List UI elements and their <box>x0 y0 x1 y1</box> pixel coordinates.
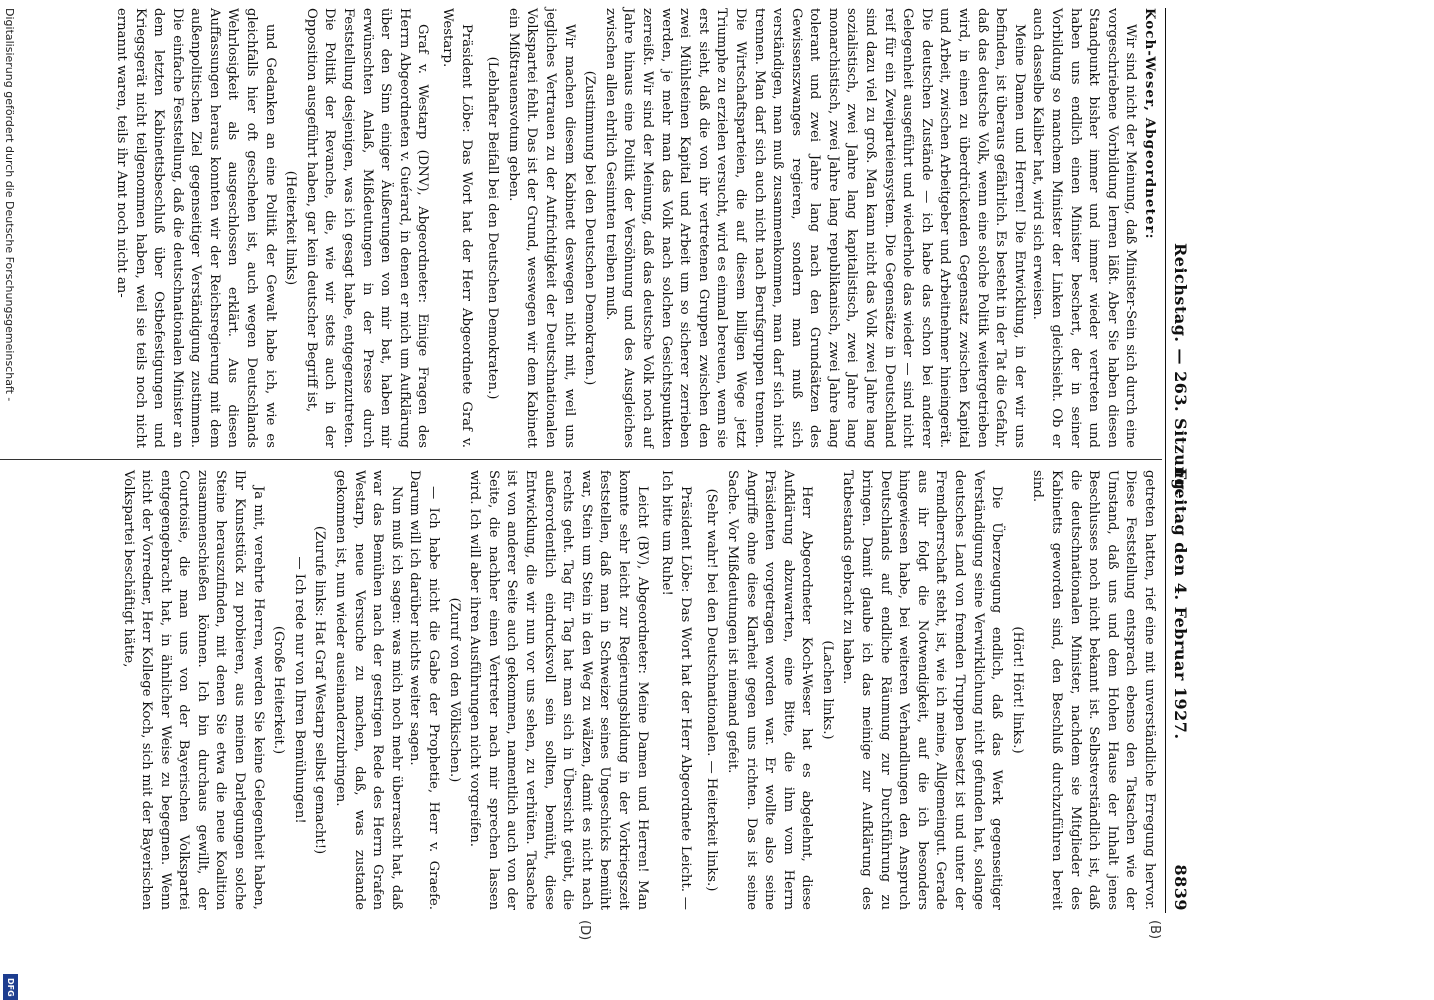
speech-westarp: Graf v. Westarp (DNV), Abgeordneter: Einige Fragen des Herrn Abgeordneten v. Guérard, in denen er mich um Aufklärung über den Sinn einiger Äußerungen von mir bat, haben mir erwünschten Anlaß, Mißdeutungen in der Presse durch Feststellung desjenigen, was ich gesagt habe, entgegenzutreten. Die Politik der Revanche, die, wie wir stets auch in der Opposition ausgeführt haben, gar kein deutscher Begriff ist, <box>303 8 431 448</box>
paragraph: und Gedanken an eine Politik der Gewalt habe ich, wie es gleichfalls hier oft geschehen ist, auch wegen Deutschlands Wehrlosigkeit als ausgeschlossen erklärt. Aus diesen Auffassungen heraus konnten wir der Reichsregierung mit dem außenpolitischen Ziel gegenseitiger Verständigung zustimmen. Die einfache Feststellung, daß die deutschnationalen Minister an dem letzten Kabinettsbeschluß über Ostbefestigungen und Kriegsgerät nicht teilgenommen haben, weil sie teils noch nicht ernannt waren, teils ihr Amt noch nicht an- <box>113 8 278 448</box>
applause-note: (Zustimmung bei den Deutschen Demokraten.) <box>582 70 598 386</box>
paragraph: Wir machen diesem Kabinett deswegen nicht mit, weil uns jegliches Vertrauen zu der Aufrichtigkeit der Deutschnationalen Volkspartei fehlt. Das ist der Grund, weswegen wir dem Kabinett ein Mißtrauensvotum geben. <box>505 8 577 448</box>
dfg-logo: DFG <box>3 974 18 1000</box>
margin-marker-d: (D) <box>577 920 592 941</box>
running-header <box>1165 8 1192 913</box>
paragraph: Herr Abgeordneter Koch-Weser hat es abgelehnt, diese Aufklärung abzuwarten, eine Bitte, die ihm vom Herrn Präsidenten vorgetragen worden war. Er wollte also seine Angriffe ohne diese Klarheit gegen uns richten. Das ist seine Sache. Vor Mißdeutungen ist niemand gefeit. <box>724 470 815 910</box>
column-rule <box>0 459 1162 460</box>
paragraph: Wir sind nicht der Meinung, daß Minister-Sein sich durch eine vorgeschriebene Vorbildung lernen läßt. Aber Sie haben diesen Standpunkt bisher immer und immer wieder vertreten und haben uns endlich einen Minister beschert, der in seiner Vorbildung so manchem Minister der Linken gleichsieht. Ob er auch dasselbe Kaliber hat, wird sich erweisen. <box>1030 8 1139 448</box>
interjection: (Zuruf von den Völkischen.) <box>446 597 462 783</box>
paragraph: Die Überzeugung endlich, daß das Werk gegenseitiger Verständigung seine Verwirklichung nicht gefunden hat, solange deutsches Land von fremden Truppen besetzt ist und unter der Fremdherrschaft steht, ist, wie ich meine, Allgemeingut. Gerade aus ihr folgt die Notwendigkeit, auf die ich besonders hingewiesen habe, bei weiteren Verhandlungen den Anspruch Deutschlands auf endliche Räumung zur Durchführung zu bringen. Damit glaube ich das meinige zur Aufklärung des Tatbestands gebracht zu haben. <box>840 470 1005 910</box>
right-column <box>118 470 1158 910</box>
paragraph: Nun muß ich sagen: was mich noch mehr überrascht hat, daß war das Bemühen nach der gestrigen Rede des Herrn Grafen Westarp, neue Versuche zu machen, daß, was zustande gekommen ist, nun wieder auseinanderzubringen. <box>333 470 404 910</box>
applause-note: (Lebhafter Beifall bei den Deutschen Demokraten.) <box>485 56 501 400</box>
paragraph: Ja mit, verehrte Herren, werden Sie keine Gelegenheit haben, Ihr Kunststück zu probieren, aus meinen Darlegungen solche Steine herauszufinden, mit denen Sie etwa die neue Koalition zusammenschießen können. Ich bin durchaus gewillt, der Courtoisie, die man uns von der Bayerischen Volkspartei entgegengebracht hat, in ähnlicher Weise zu begegnen. Wenn nicht der Vorredner, Herr Kollege Koch, sich mit der Bayerischen Volkspartei beschäftigt hätte, <box>120 470 266 910</box>
laughter-note: (Heiterkeit links) <box>283 170 299 286</box>
digitization-note: Digitalisierung gefördert durch die Deutsche Forschungsgemeinschaft - <box>3 8 16 402</box>
page-number: 8839 <box>1171 864 1190 911</box>
president-statement: Präsident Löbe: Das Wort hat der Herr Abgeordnete Graf v. Westarp. <box>440 8 474 448</box>
interjection: (Lachen links.) <box>819 640 835 740</box>
left-column <box>111 8 1158 448</box>
paragraph: Meine Damen und Herren! Die Entwicklung, in der wir uns befinden, ist überaus gefährlich. Es besteht in der Tat die Gefahr, daß das deutsche Volk, wenn eine solche Politik weitergetrieben wird, in einen zu überdrückenden Gegensatz zwischen Kapital und Arbeit, zwischen Arbeitgeber und Arbeitnehmer hineingerät. Die deutschen Zustände — ich habe das schon bei anderer Gelegenheit ausgeführt und wiederhole das wieder — sind nicht reif für ein Zweiparteiensystem. Die Gegensätze in Deutschland sind dazu viel zu groß. Man kann nicht das Volk zwei Jahre lang sozialistisch, zwei Jahre lang kapitalistisch, zwei Jahre lang monarchistisch, zwei Jahre lang republikanisch, zwei Jahre lang tolerant und zwei Jahre lang nach den Grundsätzen des Gewissenszwanges regieren, sondern man muß sich verständigen, man muß zusammenkommen, man darf sich nicht trennen. Man darf sich auch nicht nach Berufsgruppen trennen. Die Wirtschaftsparteien, die auf diesem billigen Wege jetzt Triumphe zu erzielen versucht, wird es einmal bereuen, wenn sie erst sieht, daß die von ihr vertretenen Gruppen zwischen den zwei Mühlsteinen Kapital und Arbeit um so sicherer zerrieben werden, je mehr man das Volk nach solchen Gesichtspunkten zerreißt. Wir sind der Meinung, daß das deutsche Volk noch auf Jahre hinaus eine Politik der Versöhnung und des Ausgleiches zwischen allen ehrlich Gesinnten treiben muß. <box>602 8 1027 448</box>
interjection: (Zurufe links: Hat Graf Westarp selbst gemacht!) <box>312 525 328 855</box>
margin-marker-b: (B) <box>1147 920 1162 940</box>
interjection: (Hört! Hört! links.) <box>1009 626 1025 754</box>
speech-leicht: Leicht (BV), Abgeordneter: Meine Damen und Herren! Man konnte sehr leicht zur Regierungsbildung in der Vorkriegszeit feststellen, daß man in Schweizer seines Ungeschicks bemüht war, Stein um Stein in den Weg zu wälzen, damit es nicht nach rechts geht. Tag für Tag hat man sich in Übersicht geübt, die außerordentlich eindrucksvoll sein sollten, bemüht, diese Entwicklung, die wir nun vor uns sehen, zu verhüten. Tatsache ist von anderer Seite auch gekommen, namentlich auch von der Seite, die nachher einen Vertreter nach mir sprechen lassen wird. Ich will aber ihren Ausführungen nicht vorgreifen. <box>467 470 650 910</box>
header-right: Freitag den 4. Februar 1927. <box>1171 468 1190 740</box>
paragraph: — Ich habe nicht die Gabe der Prophetie, Herr v. Graefe. Darum will ich darüber nichts weiter sagen. <box>407 470 442 910</box>
paragraph: getreten hatten, rief eine mit unverständliche Erregung hervor. Diese Feststellung entsprach ebenso den Tatsachen wie der Umstand, daß uns und dem Hohen Hause der Inhalt jenes Beschlusses noch nicht bekannt ist. Selbstverständlich ist, daß die deutschnationalen Minister, nachdem sie Mitglieder des Kabinetts geworden sind, den Beschluß durchzuführen bereit sind. <box>1030 470 1157 910</box>
interjection: — Ich rede nur von Ihren Bemühungen! <box>291 556 307 824</box>
interjection: (Sehr wahr! bei den Deutschnationalen. — Heiterkeit links.) <box>704 488 720 892</box>
speaker-heading: Koch-Weser, Abgeordneter: <box>1142 8 1157 240</box>
rotated-page <box>0 8 1192 1000</box>
header-left: Reichstag. — 263. Sitzung. <box>1171 243 1190 497</box>
president-statement: Präsident Löbe: Das Wort hat der Herr Abgeordnete Leicht. — Ich bitte um Ruhe! <box>659 470 693 910</box>
interjection: (Große Heiterkeit.) <box>271 625 287 755</box>
